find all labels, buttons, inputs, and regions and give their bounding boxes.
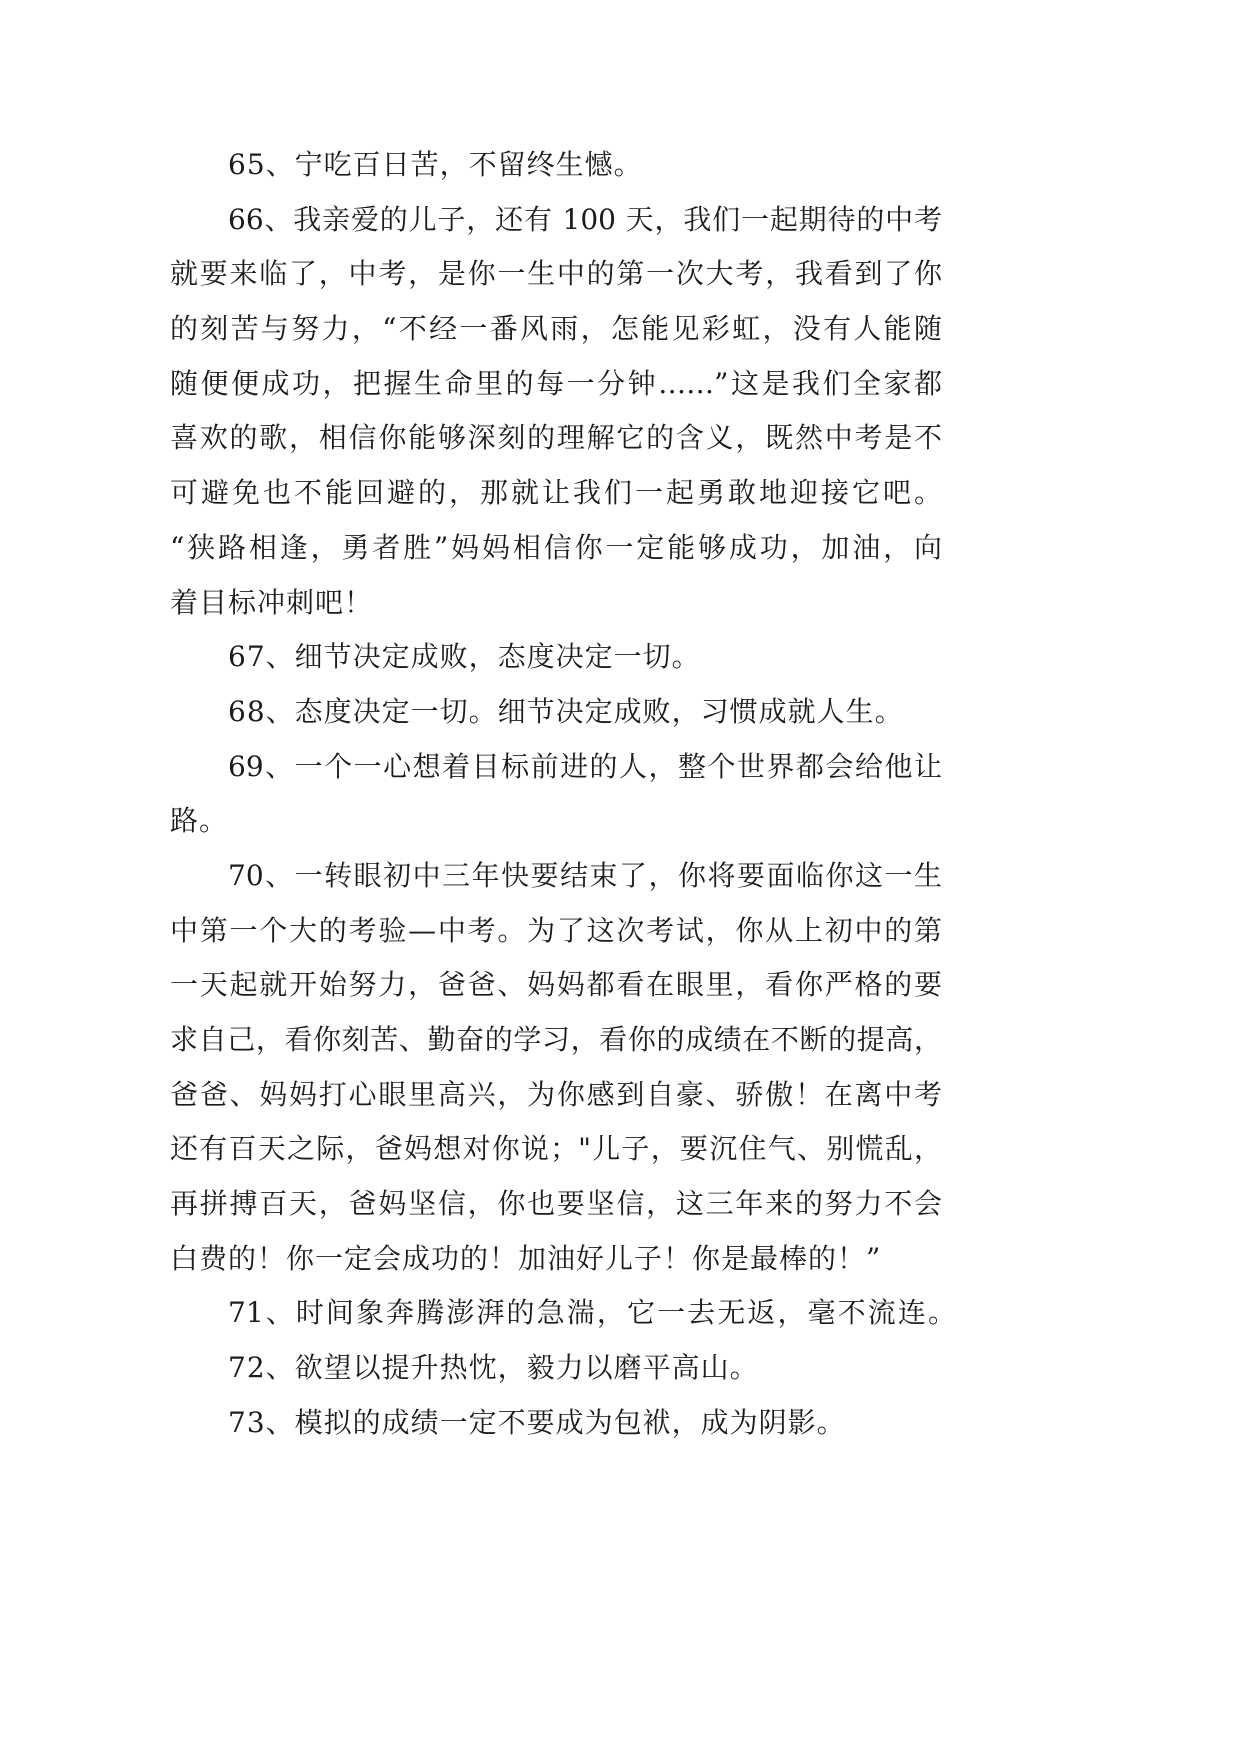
- paragraph-line: 65、宁吃百日苦，不留终生憾。: [228, 148, 643, 181]
- paragraph-69: [170, 740, 970, 849]
- paragraph-line: 66、我亲爱的儿子，还有 100 天，我们一起期待的中考: [228, 202, 942, 236]
- paragraph-line: 71、时间象奔腾澎湃的急湍，它一去无返，毫不流连。: [228, 1296, 956, 1330]
- paragraph-line: 可避免也不能回避的，那就让我们一起勇敢地迎接它吧。: [170, 476, 942, 510]
- paragraph-67: [170, 630, 970, 685]
- paragraph-line: 求自己，看你刻苦、勤奋的学习，看你的成绩在不断的提高，: [170, 1023, 942, 1056]
- paragraph-line: 着目标冲刺吧！: [170, 585, 374, 619]
- paragraph-line: “狭路相逢，勇者胜”妈妈相信你一定能够成功，加油，向: [170, 530, 942, 564]
- paragraph-68: [170, 685, 970, 740]
- document-body: [170, 138, 970, 1451]
- paragraph-line: 爸爸、妈妈打心眼里高兴，为你感到自豪、骄傲！在离中考: [170, 1077, 942, 1111]
- paragraph-line: 73、模拟的成绩一定不要成为包袱，成为阴影。: [228, 1405, 846, 1439]
- paragraph-line: 就要来临了，中考，是你一生中的第一次大考，我看到了你: [170, 257, 942, 291]
- paragraph-line: 一天起就开始努力，爸爸、妈妈都看在眼里，看你严格的要: [170, 968, 942, 1002]
- paragraph-line: 喜欢的歌，相信你能够深刻的理解它的含义，既然中考是不: [170, 421, 942, 455]
- paragraph-line: 的刻苦与努力，“不经一番风雨，怎能见彩虹，没有人能随: [170, 312, 942, 346]
- paragraph-line: 72、欲望以提升热忱，毅力以磨平高山。: [228, 1351, 759, 1385]
- paragraph-70: [170, 849, 970, 1287]
- paragraph-66: [170, 193, 970, 631]
- paragraph-line: 67、细节决定成败，态度决定一切。: [228, 640, 701, 674]
- paragraph-line: 70、一转眼初中三年快要结束了，你将要面临你这一生: [228, 858, 942, 892]
- paragraph-line: 中第一个大的考验—中考。为了这次考试，你从上初中的第: [170, 913, 942, 947]
- paragraph-line: 还有百天之际，爸妈想对你说；"儿子，要沉住气、别慌乱，: [170, 1132, 942, 1166]
- paragraph-line: 白费的！你一定会成功的！加油好儿子！你是最棒的！”: [170, 1241, 882, 1275]
- paragraph-line: 69、一个一心想着目标前进的人，整个世界都会给他让: [228, 749, 942, 783]
- paragraph-71: [170, 1286, 970, 1341]
- paragraph-65: [170, 138, 970, 193]
- paragraph-line: 68、态度决定一切。细节决定成败，习惯成就人生。: [228, 694, 904, 728]
- paragraph-line: 随便便成功，把握生命里的每一分钟……”这是我们全家都: [170, 366, 942, 400]
- paragraph-72: [170, 1341, 970, 1396]
- paragraph-73: [170, 1396, 970, 1451]
- paragraph-line: 路。: [170, 804, 229, 838]
- paragraph-line: 再拼搏百天，爸妈坚信，你也要坚信，这三年来的努力不会: [170, 1187, 942, 1221]
